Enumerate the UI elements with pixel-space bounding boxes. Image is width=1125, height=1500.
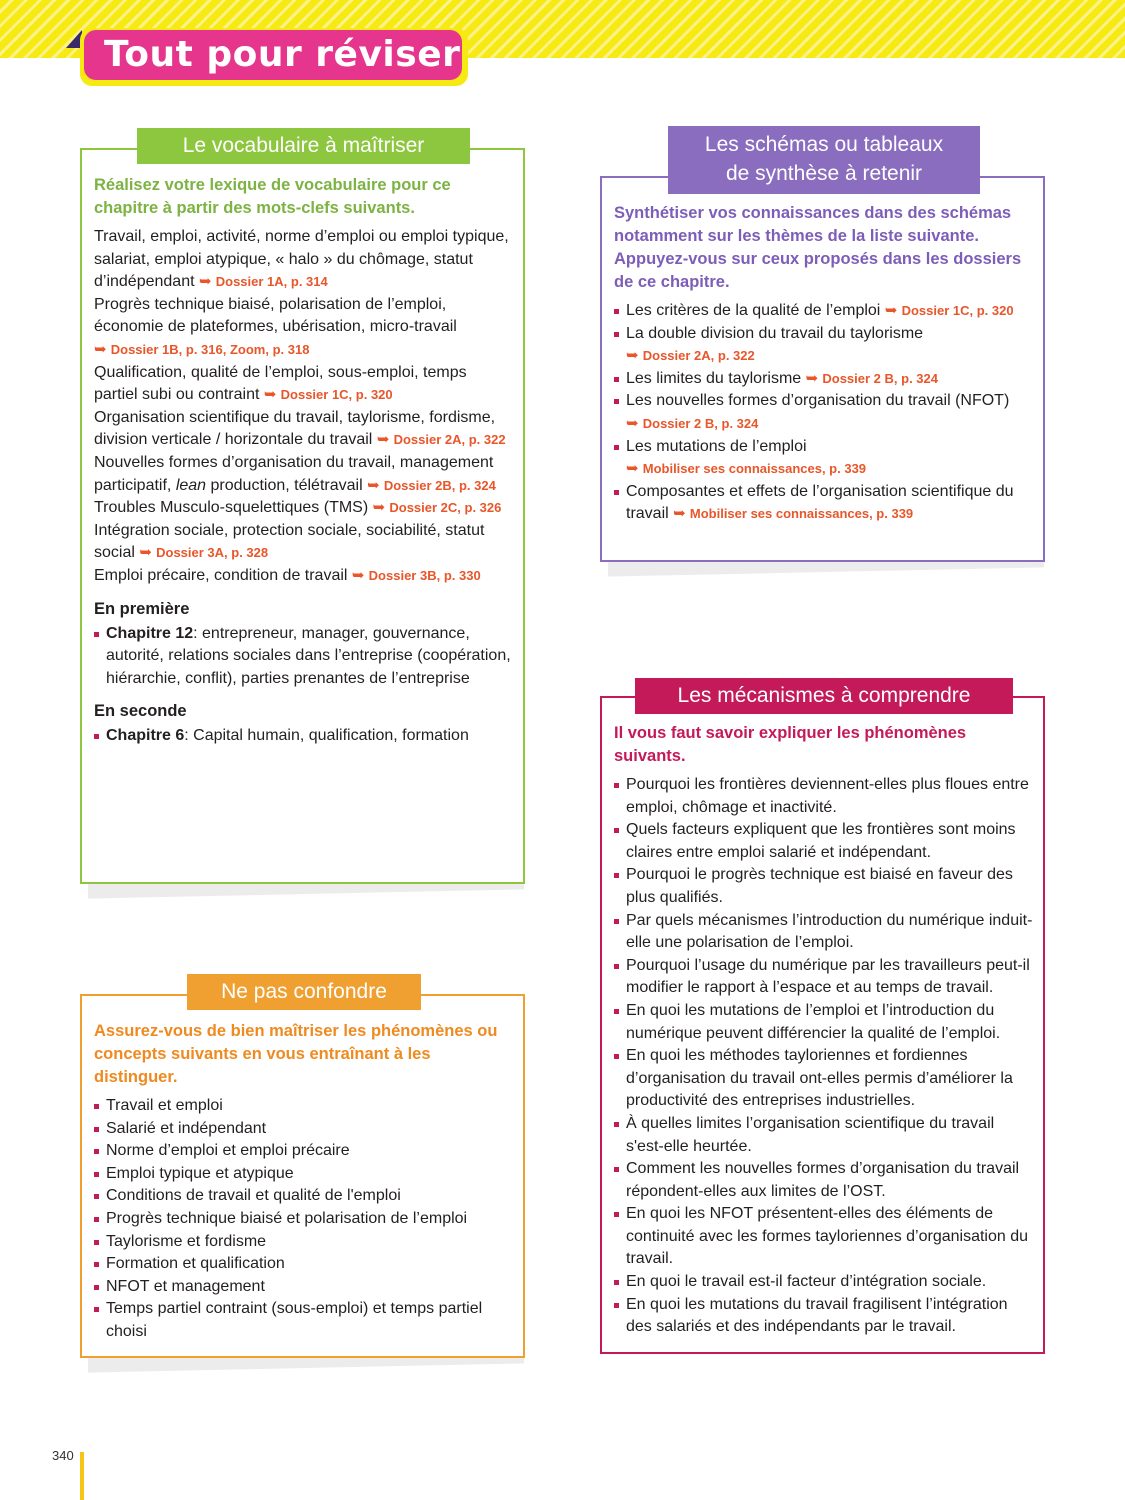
- mecanismes-item: Pourquoi les frontières deviennent-elles plus floues entre emploi, chômage et inactivité.: [614, 774, 1033, 819]
- reference-text: Mobiliser ses connaissances, p. 339: [642, 461, 867, 477]
- reference-text: Dossier 1C, p. 320: [280, 387, 393, 403]
- vocab-entry-italic: lean: [175, 476, 207, 494]
- arrow-icon: ➥: [94, 340, 111, 358]
- mecanismes-item: Comment les nouvelles formes d’organisation du travail répondent-elles aux limites de l’OST.: [614, 1158, 1033, 1203]
- mecanismes-box: [600, 684, 1045, 1354]
- schemas-item: [614, 300, 1033, 323]
- reference-text: Dossier 3A, p. 328: [156, 545, 269, 561]
- reference-link: [94, 342, 309, 357]
- reference-link: [626, 461, 866, 476]
- confondre-item: Norme d’emploi et emploi précaire: [94, 1140, 513, 1163]
- mecanismes-item: En quoi les NFOT présentent-elles des éléments de continuité avec les formes tayloriennes d’organisation du travail.: [614, 1203, 1033, 1271]
- reference-text: Dossier 1B, p. 316, Zoom, p. 318: [110, 341, 310, 357]
- reference-text: Mobiliser ses connaissances, p. 339: [689, 506, 914, 522]
- reference-link: [352, 568, 481, 583]
- arrow-icon: ➥: [626, 347, 643, 365]
- mecanismes-item: Quels facteurs expliquent que les frontières sont moins claires entre emploi salarié et indépendant.: [614, 819, 1033, 864]
- seconde-chapter: Chapitre 6: [106, 727, 185, 745]
- vocab-entry-text: Organisation scientifique du travail, taylorisme, fordisme, division verticale / horizontale du travail: [94, 408, 496, 449]
- vocab-intro: Réalisez votre lexique de vocabulaire pour ce chapitre à partir des mots-clefs suivants.: [94, 176, 451, 217]
- mecanismes-list: [614, 774, 1033, 1339]
- vocab-entry-text: Travail, emploi, activité, norme d’emploi ou emploi typique, salariat, emploi atypique, « halo » du chômage, statut d’indépendant: [94, 228, 509, 291]
- vocab-entry: [94, 452, 513, 497]
- reference-link: [626, 348, 755, 363]
- confondre-item: Progrès technique biaisé et polarisation de l’emploi: [94, 1208, 513, 1231]
- confondre-box: [80, 980, 525, 1358]
- mecanismes-item: En quoi les méthodes tayloriennes et fordiennes d’organisation du travail ont-elles permis d’améliorer la productivité des entreprises industrielles.: [614, 1045, 1033, 1113]
- premiere-item: [94, 623, 513, 691]
- vocab-entry: [94, 362, 513, 407]
- arrow-icon: ➥: [199, 273, 216, 291]
- seconde-item: [94, 725, 513, 748]
- schemas-item-text: Les mutations de l’emploi: [626, 437, 807, 455]
- arrow-icon: ➥: [351, 566, 369, 584]
- confondre-item: NFOT et management: [94, 1276, 513, 1299]
- arrow-icon: ➥: [673, 505, 690, 523]
- vocab-entry-text: Intégration sociale, protection sociale, sociabilité, statut social: [94, 521, 485, 562]
- mecanismes-item: Pourquoi l’usage du numérique par les travailleurs peut-il modifier le rapport à l’espace et au temps de travail.: [614, 955, 1033, 1000]
- reference-text: Dossier 2 B, p. 324: [642, 415, 759, 431]
- schemas-item: [614, 368, 1033, 391]
- premiere-chapter: Chapitre 12: [106, 624, 194, 642]
- vocab-entry-text: Emploi précaire, condition de travail: [94, 566, 348, 584]
- reference-text: Dossier 2A, p. 322: [393, 432, 506, 448]
- confondre-item: Travail et emploi: [94, 1095, 513, 1118]
- seconde-text: : Capital humain, qualification, formation: [184, 727, 469, 745]
- schemas-item-text: Les limites du taylorisme: [626, 369, 802, 387]
- arrow-icon: ➥: [372, 499, 390, 517]
- arrow-icon: ➥: [367, 476, 384, 494]
- reference-text: Dossier 1C, p. 320: [901, 303, 1014, 318]
- reference-link: [139, 545, 268, 560]
- reference-link: [885, 303, 1014, 318]
- schemas-item: [614, 436, 1033, 481]
- reference-text: Dossier 1A, p. 314: [215, 274, 328, 290]
- mecanismes-item: Par quels mécanismes l’introduction du numérique induit-elle une polarisation de l’emploi.: [614, 910, 1033, 955]
- vocab-entry: [94, 520, 513, 565]
- arrow-icon: ➥: [626, 414, 643, 432]
- confondre-item: Formation et qualification: [94, 1253, 513, 1276]
- reference-link: [373, 500, 502, 515]
- reference-text: Dossier 2B, p. 324: [383, 477, 496, 493]
- vocab-entry: [94, 565, 513, 588]
- schemas-title-line2: de synthèse à retenir: [725, 162, 923, 185]
- vocab-box-title: Le vocabulaire à maîtriser: [137, 128, 470, 164]
- reference-link: [264, 387, 393, 402]
- mecanismes-item: À quelles limites l’organisation scientifique du travail s'est-elle heurtée.: [614, 1113, 1033, 1158]
- vocab-entry: [94, 407, 513, 452]
- confondre-item: Taylorisme et fordisme: [94, 1231, 513, 1254]
- vocab-entries: [94, 226, 513, 588]
- vocab-entry: [94, 226, 513, 294]
- mecanismes-item: En quoi les mutations de l’emploi et l’introduction du numérique peuvent différencier la qualité de l’emploi.: [614, 1000, 1033, 1045]
- reference-link: [367, 478, 496, 493]
- vocab-entry: [94, 294, 513, 362]
- arrow-icon: ➥: [626, 460, 643, 478]
- arrow-icon: ➥: [376, 431, 394, 449]
- vocab-entry-text: production, télétravail: [210, 476, 363, 494]
- reference-text: Dossier 3B, p. 330: [368, 567, 481, 583]
- schemas-box-title: [668, 126, 980, 194]
- schemas-item-text: Les nouvelles formes d’organisation du travail (NFOT): [626, 392, 1010, 410]
- seconde-heading: En seconde: [94, 702, 187, 721]
- arrow-icon: ➥: [139, 544, 157, 562]
- arrow-icon: ➥: [263, 386, 281, 404]
- reference-link: [626, 416, 758, 431]
- reference-link: [199, 274, 328, 289]
- mecanismes-item: En quoi les mutations du travail fragilisent l’intégration des salariés et des indépendants par le travail.: [614, 1294, 1033, 1339]
- schemas-item-text: Les critères de la qualité de l’emploi: [626, 302, 881, 319]
- arrow-icon: ➥: [884, 302, 902, 319]
- reference-text: Dossier 2A, p. 322: [642, 348, 755, 364]
- page-number: 340: [52, 1448, 74, 1463]
- vocab-entry-text: Progrès technique biaisé, polarisation de l’emploi, économie de plateformes, ubérisation, micro-travail: [94, 295, 457, 336]
- confondre-item: Conditions de travail et qualité de l'emploi: [94, 1185, 513, 1208]
- mecanismes-intro: Il vous faut savoir expliquer les phénomènes suivants.: [614, 724, 967, 765]
- confondre-box-title: Ne pas confondre: [187, 974, 421, 1010]
- schemas-intro: Synthétiser vos connaissances dans des schémas notamment sur les thèmes de la liste suivante. Appuyez-vous sur ceux proposés dans les dossiers de ce chapitre.: [614, 204, 1022, 291]
- reference-text: Dossier 2C, p. 326: [389, 500, 502, 516]
- mecanismes-box-title: Les mécanismes à comprendre: [635, 678, 1013, 714]
- page-title: Tout pour réviser: [84, 30, 462, 80]
- confondre-item: Temps partiel contraint (sous-emploi) et temps partiel choisi: [94, 1298, 513, 1343]
- confondre-item: Salarié et indépendant: [94, 1118, 513, 1141]
- page-number-bar: [80, 1452, 84, 1500]
- mecanismes-item: En quoi le travail est-il facteur d’intégration sociale.: [614, 1271, 1033, 1294]
- schemas-item: [614, 390, 1033, 435]
- arrow-icon: ➥: [805, 369, 823, 387]
- premiere-text: : entrepreneur, manager, gouvernance, autorité, relations sociales dans l’entreprise (coopération, hiérarchie, conflit), parties prenantes de l’entreprise: [106, 624, 511, 687]
- confondre-item: Emploi typique et atypique: [94, 1163, 513, 1186]
- reference-link: [377, 432, 506, 447]
- schemas-title-line1: Les schémas ou tableaux: [704, 133, 944, 156]
- vocab-entry-text: Troubles Musculo-squelettiques (TMS): [94, 499, 369, 517]
- vocab-box: [80, 134, 525, 884]
- reference-text: Dossier 2 B, p. 324: [822, 370, 938, 386]
- schemas-item: [614, 323, 1033, 368]
- confondre-intro: Assurez-vous de bien maîtriser les phénomènes ou concepts suivants en vous entraînant à les distinguer.: [94, 1022, 498, 1086]
- confondre-list: [94, 1095, 513, 1344]
- vocab-entry: [94, 497, 513, 520]
- mecanismes-item: Pourquoi le progrès technique est biaisé en faveur des plus qualifiés.: [614, 864, 1033, 909]
- vocab-entry-text: Qualification, qualité de l’emploi, sous-emploi, temps partiel subi ou contraint: [94, 363, 467, 404]
- schemas-item-text: Composantes et effets de l’organisation scientifique du travail: [626, 482, 1014, 523]
- schemas-item-text: La double division du travail du taylorisme: [626, 324, 924, 342]
- schemas-box: [600, 133, 1045, 562]
- schemas-item: [614, 481, 1033, 526]
- schemas-list: [614, 300, 1033, 526]
- premiere-heading: En première: [94, 599, 190, 618]
- reference-link: [806, 371, 938, 386]
- reference-link: [673, 506, 913, 521]
- vocab-entry-text: Nouvelles formes d’organisation du travail, management participatif,: [94, 453, 494, 494]
